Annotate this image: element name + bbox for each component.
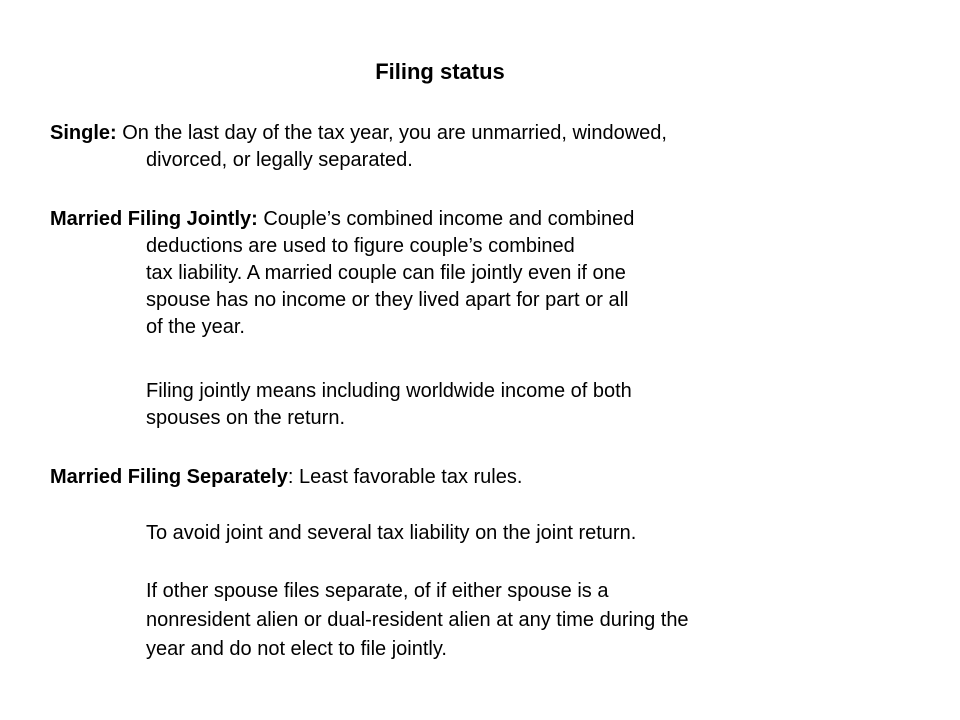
mfj-text-4: spouse has no income or they lived apart for part or all [146,289,629,311]
mfj-text-5: of the year. [146,316,245,338]
single-term: Single: [50,122,117,144]
single-text-2: divorced, or legally separated. [146,149,413,171]
mfs-para1-text-1: To avoid joint and several tax liability on the joint return. [146,522,637,544]
page-title: Filing status [375,59,505,84]
mfj-para2-text-2: spouses on the return. [146,407,346,429]
mfs-line-1 [50,464,522,491]
mfj-text-2: deductions are used to figure couple’s combined [146,235,575,257]
mfj-line-1 [50,206,634,233]
single-text-1: On the last day of the tax year, you are unmarried, windowed, [122,122,667,144]
mfs-para2-text-2: nonresident alien or dual-resident alien at any time during the [146,609,689,631]
mfs-para2-text-1: If other spouse files separate, of if either spouse is a [146,580,609,602]
mfs-para2-text-3: year and do not elect to file jointly. [146,638,447,660]
mfj-text-1: Couple’s combined income and combined [263,208,635,230]
mfj-term: Married Filing Jointly: [50,208,258,230]
mfs-term: Married Filing Separately [50,466,288,488]
mfs-suffix: : Least favorable tax rules. [287,466,523,488]
mfj-text-3: tax liability. A married couple can file jointly even if one [146,262,626,284]
single-line-1 [50,120,667,147]
mfj-para2-text-1: Filing jointly means including worldwide income of both [146,380,632,402]
